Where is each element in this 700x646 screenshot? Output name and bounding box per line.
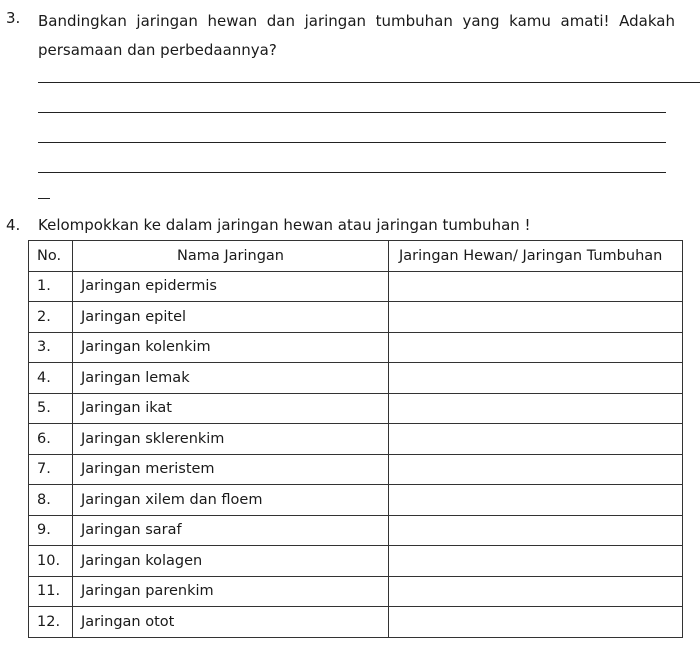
tissue-type-answer[interactable] [389,271,683,302]
answer-line-5[interactable] [38,198,50,199]
tissue-name: Jaringan epitel [73,302,389,333]
tissue-name: Jaringan kolenkim [73,332,389,363]
row-number: 10. [29,546,73,577]
tissue-name: Jaringan sklerenkim [73,424,389,455]
table-row [29,607,683,638]
table-row [29,454,683,485]
tissue-type-answer[interactable] [389,454,683,485]
table-row [29,363,683,394]
header-no: No. [29,241,73,272]
answer-line-4[interactable] [38,172,666,173]
row-number: 8. [29,485,73,516]
header-name: Nama Jaringan [73,241,389,272]
row-number: 2. [29,302,73,333]
tissue-name: Jaringan xilem dan floem [73,485,389,516]
tissue-type-answer[interactable] [389,607,683,638]
row-number: 9. [29,515,73,546]
table-row [29,393,683,424]
tissue-name: Jaringan lemak [73,363,389,394]
row-number: 7. [29,454,73,485]
answer-line-3[interactable] [38,142,666,143]
table-row [29,302,683,333]
tissue-type-answer[interactable] [389,424,683,455]
table-row [29,546,683,577]
tissue-type-answer[interactable] [389,485,683,516]
row-number: 11. [29,576,73,607]
answer-line-1[interactable] [38,82,700,83]
table-row [29,515,683,546]
tissue-type-answer[interactable] [389,332,683,363]
row-number: 3. [29,332,73,363]
tissue-table [28,240,683,638]
table-row [29,576,683,607]
tissue-type-answer[interactable] [389,393,683,424]
tissue-type-answer[interactable] [389,302,683,333]
question-4-text: Kelompokkan ke dalam jaringan hewan atau jaringan tumbuhan ! [38,216,531,234]
question-3-number: 3. [6,9,21,27]
tissue-name: Jaringan otot [73,607,389,638]
table-row [29,271,683,302]
tissue-type-answer[interactable] [389,363,683,394]
header-type: Jaringan Hewan/ Jaringan Tumbuhan [389,241,683,272]
tissue-name: Jaringan saraf [73,515,389,546]
tissue-name: Jaringan ikat [73,393,389,424]
answer-line-2[interactable] [38,112,666,113]
tissue-type-answer[interactable] [389,576,683,607]
tissue-name: Jaringan parenkim [73,576,389,607]
tissue-type-answer[interactable] [389,515,683,546]
row-number: 1. [29,271,73,302]
table-row [29,332,683,363]
table-header-row [29,241,683,272]
table-row [29,485,683,516]
row-number: 5. [29,393,73,424]
tissue-name: Jaringan epidermis [73,271,389,302]
tissue-name: Jaringan kolagen [73,546,389,577]
question-4-number: 4. [6,216,21,234]
table-row [29,424,683,455]
tissue-name: Jaringan meristem [73,454,389,485]
row-number: 12. [29,607,73,638]
row-number: 6. [29,424,73,455]
tissue-type-answer[interactable] [389,546,683,577]
question-3-text: Bandingkan jaringan hewan dan jaringan tumbuhan yang kamu amati! Adakah persamaan dan perbedaannya? [38,12,675,59]
row-number: 4. [29,363,73,394]
